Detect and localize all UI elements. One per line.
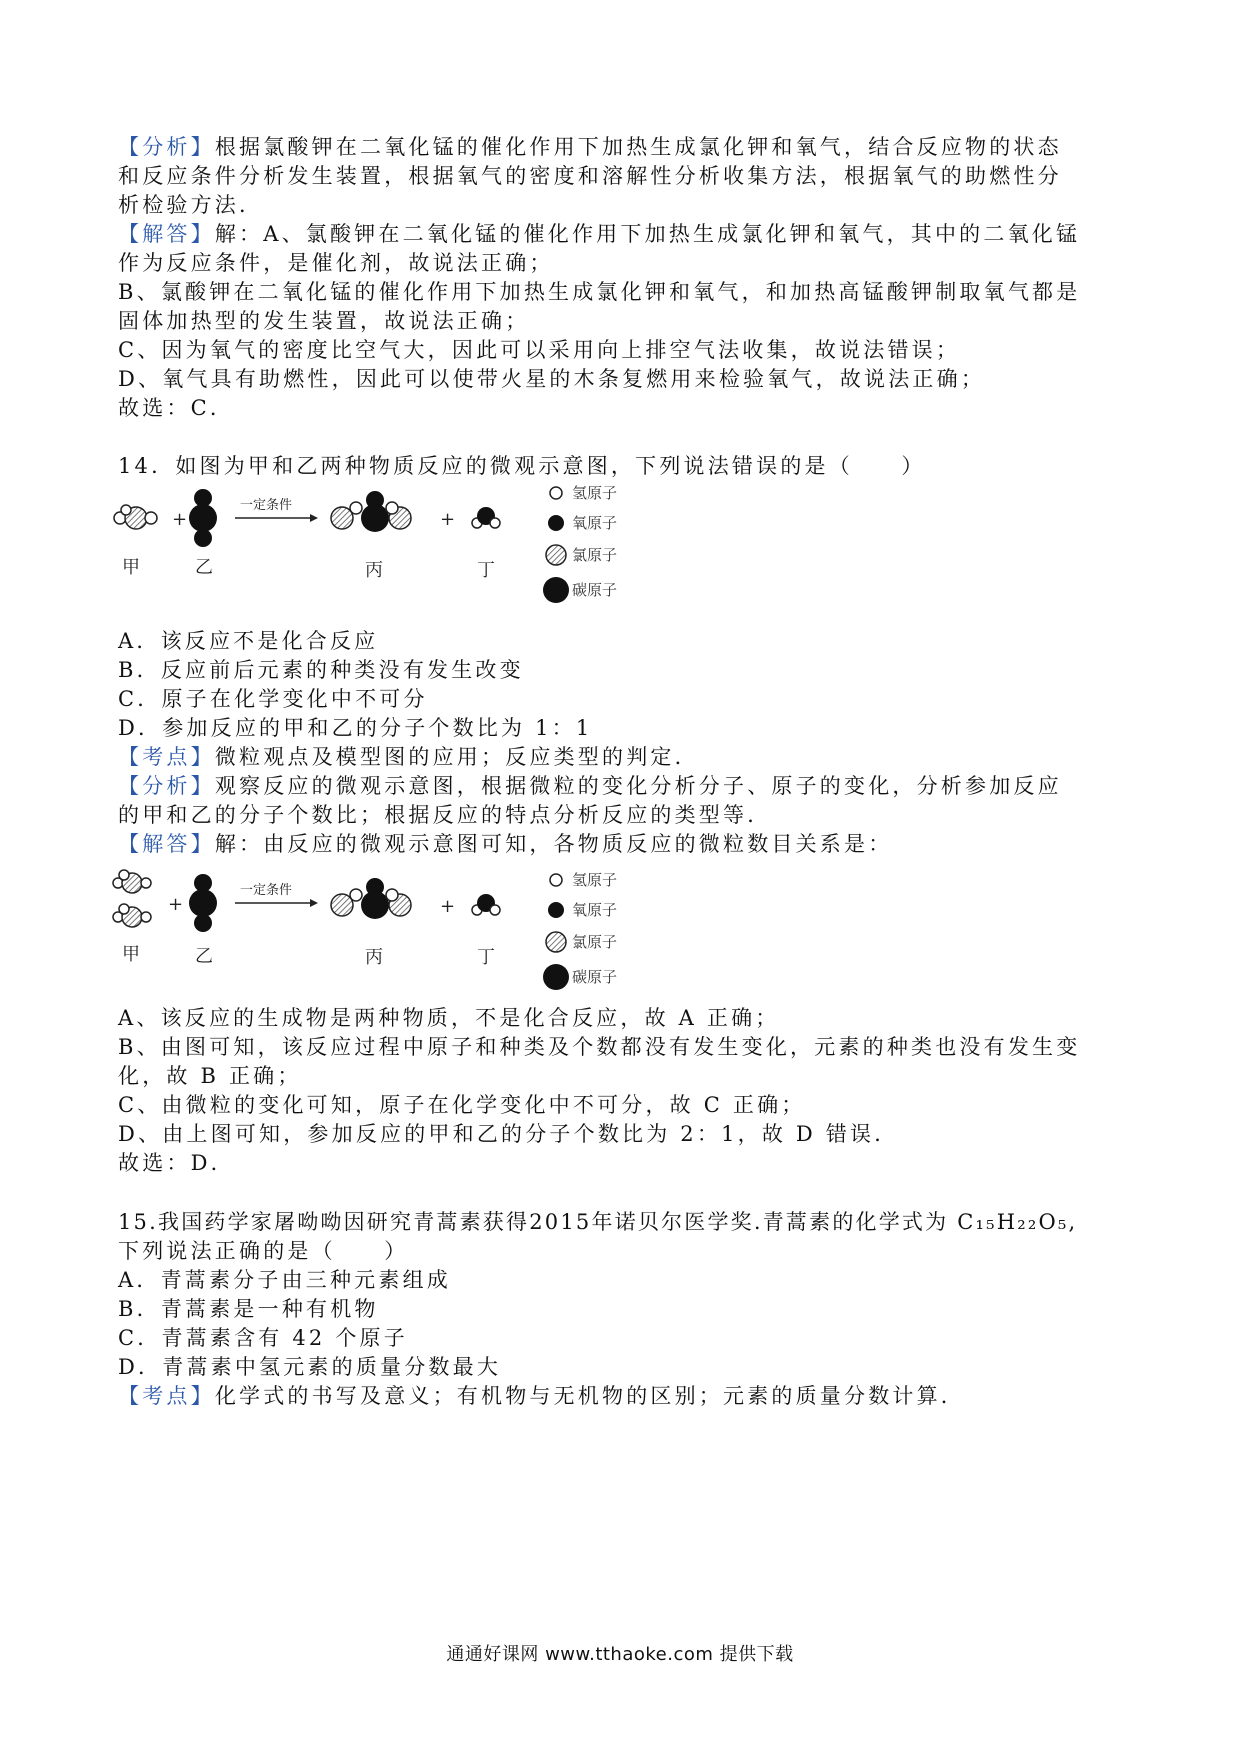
label-jia-2: 甲 xyxy=(122,944,140,965)
legend-chlorine-2: 氯原子 xyxy=(572,933,618,951)
arrow-condition-label-2: 一定条件 xyxy=(240,883,293,898)
analysis-tag-2: 【分析】 xyxy=(118,774,215,798)
label-ding: 丁 xyxy=(477,560,495,581)
q15-kaodian xyxy=(118,1382,1138,1410)
molecule-yi xyxy=(189,489,217,547)
legend-hydrogen: 氢原子 xyxy=(572,484,618,502)
arrow-condition-label: 一定条件 xyxy=(240,498,293,513)
q14-answer-c: C、由微粒的变化可知，原子在化学变化中不可分，故 C 正确； xyxy=(118,1093,806,1117)
plus-sign-4: + xyxy=(440,896,456,917)
q14-answer-intro-text: 解：由反应的微观示意图可知，各物质反应的微粒数目关系是： xyxy=(214,832,893,856)
atom-legend xyxy=(543,484,617,603)
q14-answer-intro xyxy=(118,830,1138,858)
legend-carbon: 碳原子 xyxy=(572,581,618,599)
legend-hydrogen-2: 氢原子 xyxy=(572,871,618,889)
q14-analysis-line-1 xyxy=(118,772,1138,800)
q14-analysis-text-1: 观察反应的微观示意图，根据微粒的变化分析分子、原子的变化，分析参加反应 xyxy=(214,774,1062,798)
answer-tag-2: 【解答】 xyxy=(118,832,215,856)
q14-answer-b-1: B、由图可知，该反应过程中原子和种类及个数都没有发生变化，元素的种类也没有发生变 xyxy=(118,1035,1081,1059)
analysis-tag: 【分析】 xyxy=(118,135,215,159)
reaction-diagram-2 xyxy=(110,865,710,995)
kaodian-tag-2: 【考点】 xyxy=(118,1384,215,1408)
q13-answer-line-6: D、氧气具有助燃性，因此可以使带火星的木条复燃用来检验氧气，故说法正确； xyxy=(118,367,986,391)
q14-option-d: D．参加反应的甲和乙的分子个数比为 1：1 xyxy=(118,716,593,740)
molecule-jia-1 xyxy=(113,870,151,893)
label-bing: 丙 xyxy=(365,560,383,581)
molecule-yi-2 xyxy=(189,874,217,932)
q14-option-c: C．原子在化学变化中不可分 xyxy=(118,687,428,711)
legend-oxygen-2: 氧原子 xyxy=(572,901,618,919)
q13-choice: 故选：C． xyxy=(118,396,235,420)
q13-analysis-text-1: 根据氯酸钾在二氧化锰的催化作用下加热生成氯化钾和氧气，结合反应物的状态 xyxy=(214,135,1062,159)
q14-option-b: B．反应前后元素的种类没有发生改变 xyxy=(118,658,524,682)
q15-option-d: D．青蒿素中氢元素的质量分数最大 xyxy=(118,1355,502,1379)
molecule-ding xyxy=(472,507,500,528)
q13-answer-line-5: C、因为氧气的密度比空气大，因此可以采用向上排空气法收集，故说法错误； xyxy=(118,338,961,362)
molecule-jia-2 xyxy=(113,904,151,927)
molecule-bing xyxy=(331,491,411,532)
q14-stem: 14．如图为甲和乙两种物质反应的微观示意图，下列说法错误的是（ ） xyxy=(118,454,926,478)
label-yi: 乙 xyxy=(195,557,213,578)
molecule-ding-2 xyxy=(472,894,500,915)
q13-answer-line-3: B、氯酸钾在二氧化锰的催化作用下加热生成氯化钾和氧气，和加热高锰酸钾制取氧气都是 xyxy=(118,280,1081,304)
q13-analysis-line-3: 析检验方法． xyxy=(118,193,264,217)
q13-answer-text-1: 解：A、氯酸钾在二氧化锰的催化作用下加热生成氯化钾和氧气，其中的二氧化锰 xyxy=(214,222,1081,246)
reaction-arrow-2 xyxy=(235,883,318,907)
q14-kaodian xyxy=(118,743,1138,771)
q13-answer-line-4: 固体加热型的发生装置，故说法正确； xyxy=(118,309,530,333)
q13-answer-line-1 xyxy=(118,220,1138,248)
molecule-jia xyxy=(114,505,157,529)
label-bing-2: 丙 xyxy=(365,947,383,968)
answer-tag: 【解答】 xyxy=(118,222,215,246)
legend-carbon-2: 碳原子 xyxy=(572,968,618,986)
q14-reaction-figure-balanced xyxy=(110,865,710,995)
q13-analysis-line-2: 和反应条件分析发生装置，根据氧气的密度和溶解性分析收集方法，根据氧气的助燃性分 xyxy=(118,164,1062,188)
kaodian-tag: 【考点】 xyxy=(118,745,215,769)
q13-analysis-line-1 xyxy=(118,133,1138,161)
q14-option-a: A．该反应不是化合反应 xyxy=(118,629,379,653)
page-footer: 通通好课网 www.tthaoke.com 提供下载 xyxy=(446,1644,794,1665)
q14-analysis-line-2: 的甲和乙的分子个数比；根据反应的特点分析反应的类型等． xyxy=(118,803,772,827)
q14-answer-a: A、该反应的生成物是两种物质，不是化合反应，故 A 正确； xyxy=(118,1006,780,1030)
reaction-arrow xyxy=(235,498,318,522)
plus-sign-2: + xyxy=(440,509,456,530)
label-ding-2: 丁 xyxy=(477,947,495,968)
atom-legend-2 xyxy=(543,871,617,990)
q15-option-c: C．青蒿素含有 42 个原子 xyxy=(118,1326,408,1350)
q15-option-a: A．青蒿素分子由三种元素组成 xyxy=(118,1268,451,1292)
q15-stem-1: 15.我国药学家屠呦呦因研究青蒿素获得2015年诺贝尔医学奖.青蒿素的化学式为 C₁₅H₂₂O₅, xyxy=(118,1210,1078,1234)
q14-answer-b-2: 化，故 B 正确； xyxy=(118,1064,302,1088)
q15-kaodian-text: 化学式的书写及意义；有机物与无机物的区别；元素的质量分数计算． xyxy=(214,1384,966,1408)
plus-sign: + xyxy=(172,509,188,530)
label-yi-2: 乙 xyxy=(195,946,213,967)
q15-option-b: B．青蒿素是一种有机物 xyxy=(118,1297,379,1321)
plus-sign-3: + xyxy=(168,894,184,915)
q14-choice: 故选：D． xyxy=(118,1151,235,1175)
q14-reaction-figure xyxy=(110,478,710,608)
q14-kaodian-text: 微粒观点及模型图的应用；反应类型的判定． xyxy=(214,745,699,769)
molecule-bing-2 xyxy=(331,878,411,919)
label-jia: 甲 xyxy=(122,557,140,578)
q13-answer-line-2: 作为反应条件，是催化剂，故说法正确； xyxy=(118,251,554,275)
legend-chlorine: 氯原子 xyxy=(572,546,618,564)
q14-answer-d: D、由上图可知，参加反应的甲和乙的分子个数比为 2：1，故 D 错误． xyxy=(118,1122,899,1146)
reaction-diagram-1 xyxy=(110,478,710,608)
legend-oxygen: 氧原子 xyxy=(572,514,618,532)
q15-stem-2: 下列说法正确的是（ ） xyxy=(118,1239,409,1263)
